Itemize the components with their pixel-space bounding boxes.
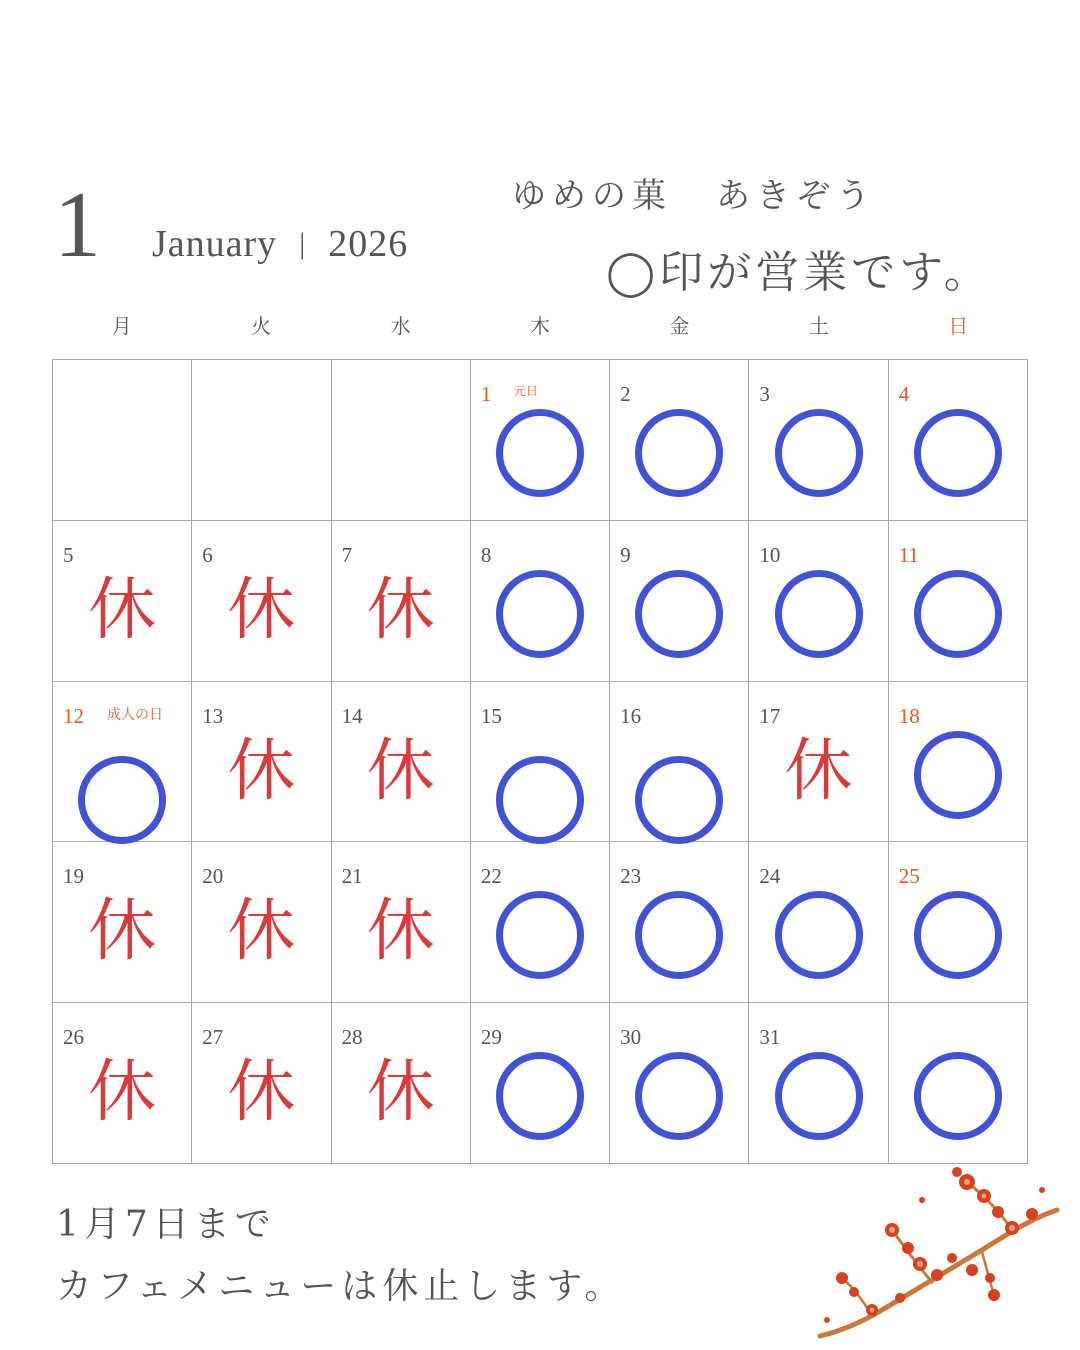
calendar-cell bbox=[610, 842, 749, 1003]
calendar-cell bbox=[889, 1003, 1028, 1164]
closed-mark: 休 bbox=[784, 731, 853, 811]
calendar-cell bbox=[610, 360, 749, 521]
open-mark bbox=[635, 409, 723, 497]
day-number: 13 bbox=[202, 703, 224, 728]
weekday-label: 金 bbox=[669, 314, 690, 338]
shop-name bbox=[512, 168, 876, 217]
day-number: 4 bbox=[898, 382, 910, 406]
open-mark bbox=[914, 891, 1002, 979]
day-number: 28 bbox=[341, 1025, 363, 1050]
day-number: 11 bbox=[898, 542, 919, 567]
calendar-cell bbox=[53, 682, 192, 843]
open-mark bbox=[635, 891, 723, 979]
closed-mark: 休 bbox=[227, 731, 296, 811]
month-number: 1 bbox=[54, 173, 101, 277]
weekday-header bbox=[52, 310, 1028, 342]
weekday-label: 水 bbox=[390, 314, 411, 338]
day-number: 26 bbox=[63, 1025, 84, 1050]
open-note: ◯印が営業です。 bbox=[606, 247, 992, 298]
calendar-cell bbox=[610, 521, 749, 682]
day-number: 24 bbox=[759, 864, 781, 889]
calendar-cell bbox=[749, 842, 888, 1003]
open-mark bbox=[78, 756, 166, 844]
open-mark bbox=[496, 1052, 584, 1140]
separator: | bbox=[299, 227, 307, 260]
day-number: 31 bbox=[759, 1025, 781, 1050]
closed-mark: 休 bbox=[366, 1053, 435, 1133]
open-mark bbox=[496, 756, 584, 844]
day-number: 8 bbox=[480, 542, 492, 567]
calendar-cell bbox=[192, 360, 331, 521]
day-number: 7 bbox=[341, 542, 353, 567]
weekday-label: 月 bbox=[111, 314, 132, 338]
calendar-cell bbox=[471, 521, 610, 682]
holiday-name: 成人の日 bbox=[107, 706, 163, 723]
day-number: 3 bbox=[759, 382, 770, 406]
weekday-label: 土 bbox=[808, 314, 829, 338]
calendar-cell bbox=[53, 521, 192, 682]
calendar-cell bbox=[610, 682, 749, 843]
day-number: 29 bbox=[480, 1025, 502, 1050]
calendar-cell bbox=[471, 1003, 610, 1164]
day-number: 17 bbox=[759, 703, 781, 728]
calendar-grid bbox=[52, 359, 1028, 1164]
calendar-cell bbox=[332, 842, 471, 1003]
day-number: 10 bbox=[759, 542, 781, 567]
calendar-cell bbox=[610, 1003, 749, 1164]
open-mark bbox=[635, 570, 723, 658]
open-mark bbox=[775, 891, 863, 979]
closed-mark: 休 bbox=[227, 570, 296, 650]
open-mark bbox=[914, 409, 1002, 497]
open-mark bbox=[775, 1052, 863, 1140]
year: 2026 bbox=[328, 223, 409, 265]
calendar-cell bbox=[332, 360, 471, 521]
calendar-cell bbox=[471, 360, 610, 521]
day-number: 22 bbox=[480, 864, 502, 889]
calendar-cell bbox=[471, 682, 610, 843]
day-number: 27 bbox=[202, 1025, 224, 1050]
open-mark bbox=[635, 756, 723, 844]
closed-mark: 休 bbox=[227, 1053, 296, 1133]
day-number: 21 bbox=[341, 864, 363, 889]
cafe-notice-line1: 1月7日まで bbox=[56, 1204, 276, 1245]
calendar-cell bbox=[53, 1003, 192, 1164]
day-number: 12 bbox=[63, 703, 84, 728]
calendar-cell bbox=[889, 842, 1028, 1003]
calendar-cell bbox=[889, 682, 1028, 843]
closed-mark: 休 bbox=[88, 892, 157, 972]
shop-name-part1: ゆめの菓 bbox=[512, 176, 672, 216]
cafe-notice bbox=[56, 1194, 625, 1318]
open-mark bbox=[635, 1052, 723, 1140]
day-number: 15 bbox=[480, 703, 502, 728]
closed-mark: 休 bbox=[366, 570, 435, 650]
day-number: 14 bbox=[341, 703, 363, 728]
day-number: 20 bbox=[202, 864, 224, 889]
closed-mark: 休 bbox=[88, 570, 157, 650]
day-number: 2 bbox=[620, 382, 631, 406]
holiday-name: 元日 bbox=[513, 384, 538, 398]
day-number: 5 bbox=[63, 542, 74, 567]
plum-blossom-branch bbox=[812, 1160, 1062, 1340]
open-mark bbox=[914, 1052, 1002, 1140]
open-mark bbox=[914, 570, 1002, 658]
weekday-label: 日 bbox=[948, 314, 969, 338]
calendar-cell bbox=[192, 682, 331, 843]
open-mark bbox=[775, 409, 863, 497]
open-mark bbox=[496, 891, 584, 979]
open-mark bbox=[775, 570, 863, 658]
calendar-cell bbox=[471, 842, 610, 1003]
calendar-cell bbox=[889, 360, 1028, 521]
closed-mark: 休 bbox=[227, 892, 296, 972]
day-number: 9 bbox=[620, 542, 631, 567]
day-number: 25 bbox=[898, 864, 920, 889]
calendar-cell bbox=[889, 521, 1028, 682]
day-number: 30 bbox=[620, 1025, 642, 1050]
open-mark bbox=[914, 731, 1002, 819]
calendar-cell bbox=[192, 842, 331, 1003]
calendar-cell bbox=[332, 521, 471, 682]
open-mark bbox=[496, 409, 584, 497]
shop-name-part2: あきぞう bbox=[716, 176, 876, 216]
weekday-label: 火 bbox=[251, 314, 272, 338]
calendar-cell bbox=[749, 521, 888, 682]
month-name: January bbox=[152, 223, 278, 265]
weekday-label: 木 bbox=[529, 314, 550, 338]
open-mark bbox=[496, 570, 584, 658]
day-number: 18 bbox=[898, 703, 920, 728]
calendar-cell bbox=[332, 682, 471, 843]
closed-mark: 休 bbox=[366, 731, 435, 811]
day-number: 6 bbox=[202, 542, 213, 567]
day-number: 1 bbox=[480, 382, 492, 406]
closed-mark: 休 bbox=[88, 1053, 157, 1133]
cafe-notice-line2: カフェメニューは休止します。 bbox=[56, 1266, 626, 1307]
calendar-cell bbox=[332, 1003, 471, 1164]
calendar-cell bbox=[53, 360, 192, 521]
calendar-cell bbox=[749, 682, 888, 843]
calendar-cell bbox=[749, 1003, 888, 1164]
calendar-cell bbox=[749, 360, 888, 521]
calendar-cell bbox=[53, 842, 192, 1003]
calendar-cell bbox=[192, 1003, 331, 1164]
month-year-label bbox=[152, 222, 408, 266]
calendar-cell bbox=[192, 521, 331, 682]
closed-mark: 休 bbox=[366, 892, 435, 972]
day-number: 23 bbox=[620, 864, 642, 889]
day-number: 16 bbox=[620, 703, 642, 728]
day-number: 19 bbox=[63, 864, 84, 889]
